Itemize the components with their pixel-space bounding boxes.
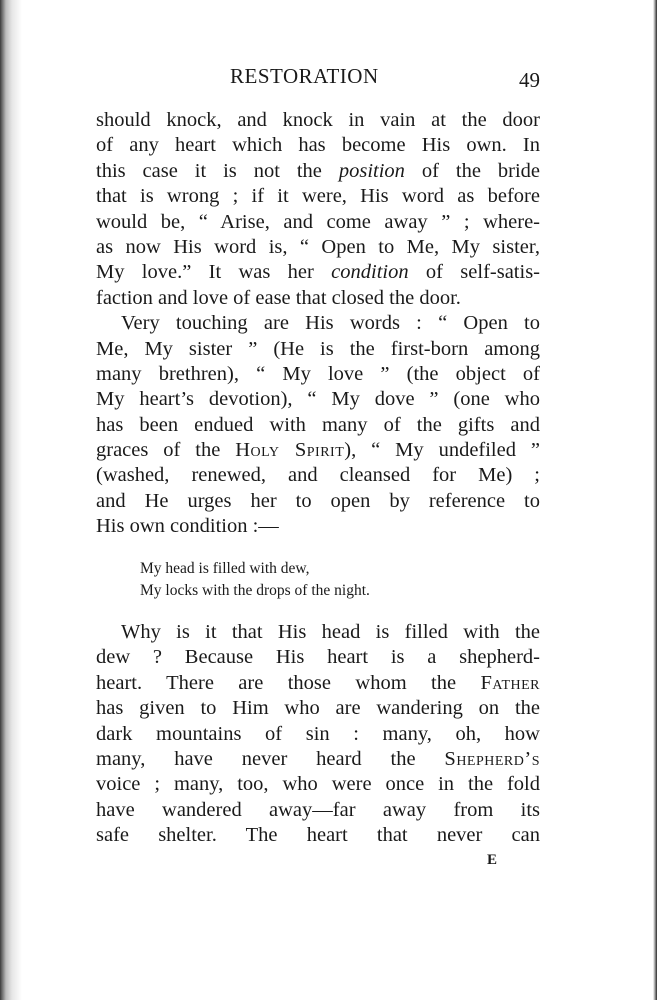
text-line: as now His word is, “ Open to Me, My sister, <box>96 235 540 258</box>
verse-quote <box>140 558 370 602</box>
text-line: has given to Him who are wandering on the <box>96 697 540 720</box>
text-line: safe shelter. The heart that never can <box>96 824 540 847</box>
text-line: that is wrong ; if it were, His word as before <box>96 185 540 208</box>
text-line: graces of the Holy Spirit), “ My undefiled ” <box>96 439 541 462</box>
text-line: has been endued with many of the gifts and <box>96 413 540 436</box>
text-line: heart. There are those whom the Father <box>96 671 540 694</box>
page-edge-shadow <box>653 0 657 1000</box>
small-caps-name: Shepherd’s <box>444 747 540 770</box>
text-line: voice ; many, too, who were once in the fold <box>96 773 540 796</box>
page-number: 49 <box>519 68 540 92</box>
quote-line: My locks with the drops of the night. <box>140 582 370 599</box>
text-line: My heart’s devotion), “ My dove ” (one who <box>96 388 540 411</box>
text-line: My love.” It was her condition of self-satis- <box>96 261 540 284</box>
quote-line: My head is filled with dew, <box>140 560 310 577</box>
text-line: this case it is not the position of the bride <box>96 159 540 182</box>
text-line: and He urges her to open by reference to <box>96 489 540 512</box>
text-line: should knock, and knock in vain at the door <box>96 109 540 131</box>
text-line: Very touching are His words : “ Open to <box>121 312 540 335</box>
italic-word: position <box>338 159 405 182</box>
text-line: (washed, renewed, and cleansed for Me) ; <box>96 464 540 487</box>
body-text-bottom <box>96 620 540 849</box>
text-line: many, have never heard the Shepherd’s <box>96 747 540 770</box>
text-line: dew ? Because His heart is a shepherd- <box>96 646 540 669</box>
text-line: many brethren), “ My love ” (the object of <box>96 362 540 385</box>
text-line: dark mountains of sin : many, oh, how <box>96 722 540 745</box>
text-line: faction and love of ease that closed the door. <box>96 286 461 309</box>
small-caps-name: Holy Spirit <box>235 439 345 462</box>
page-gutter-shadow <box>0 0 22 1000</box>
text-line: Me, My sister ” (He is the first-born among <box>96 337 540 360</box>
signature-mark: E <box>487 852 498 868</box>
text-line: Why is it that His head is filled with the <box>121 621 540 643</box>
running-title: RESTORATION <box>230 64 379 88</box>
body-text-top <box>96 108 540 540</box>
text-line: would be, “ Arise, and come away ” ; where- <box>96 210 540 233</box>
text-line: have wandered away—far away from its <box>96 798 540 821</box>
page-header <box>96 64 540 96</box>
text-line: His own condition :— <box>96 515 279 538</box>
text-line: of any heart which has become His own. In <box>96 134 540 157</box>
italic-word: condition <box>331 261 409 284</box>
small-caps-name: Father <box>480 671 540 694</box>
